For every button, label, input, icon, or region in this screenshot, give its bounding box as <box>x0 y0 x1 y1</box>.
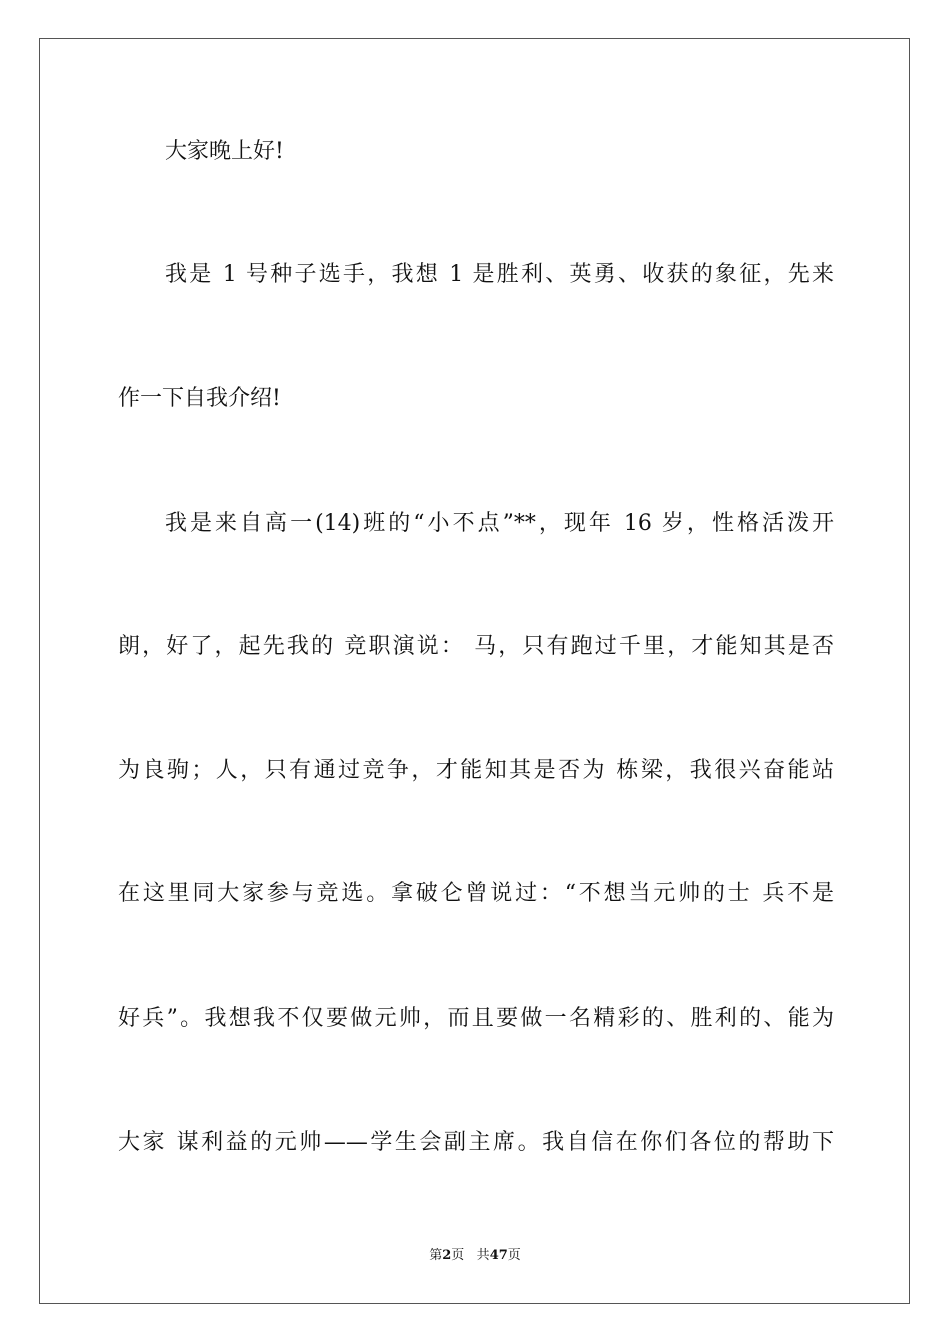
footer-total-prefix: 共 <box>476 1248 490 1263</box>
paragraph-line-3: 作一下自我介绍! <box>118 386 281 411</box>
paragraph-line-5: 朗，好了，起先我的 竞职演说： 马，只有跑过千里，才能知其是否 <box>118 634 834 659</box>
page-border <box>39 38 910 1304</box>
footer-page-suffix: 页 <box>451 1248 465 1263</box>
page-footer <box>0 1247 950 1265</box>
footer-page-prefix: 第 <box>429 1248 443 1263</box>
paragraph-line-8: 好兵”。我想我不仅要做元帅，而且要做一名精彩的、胜利的、能为 <box>118 1006 834 1031</box>
paragraph-line-1: 大家晚上好! <box>165 139 284 164</box>
paragraph-line-6: 为良驹；人，只有通过竞争，才能知其是否为 栋梁，我很兴奋能站 <box>118 758 834 783</box>
footer-total-pages: 47 <box>489 1248 508 1263</box>
paragraph-line-7: 在这里同大家参与竞选。拿破仑曾说过：“不想当元帅的士 兵不是 <box>118 881 834 906</box>
paragraph-line-4: 我是来自高一(14)班的“小不点”**，现年 16 岁，性格活泼开 <box>165 511 834 536</box>
paragraph-line-9: 大家 谋利益的元帅——学生会副主席。我自信在你们各位的帮助下 <box>118 1130 834 1155</box>
paragraph-line-2: 我是 1 号种子选手，我想 1 是胜利、英勇、收获的象征，先来 <box>165 262 834 287</box>
footer-page-number: 2 <box>442 1248 452 1263</box>
footer-total-suffix: 页 <box>507 1248 521 1263</box>
